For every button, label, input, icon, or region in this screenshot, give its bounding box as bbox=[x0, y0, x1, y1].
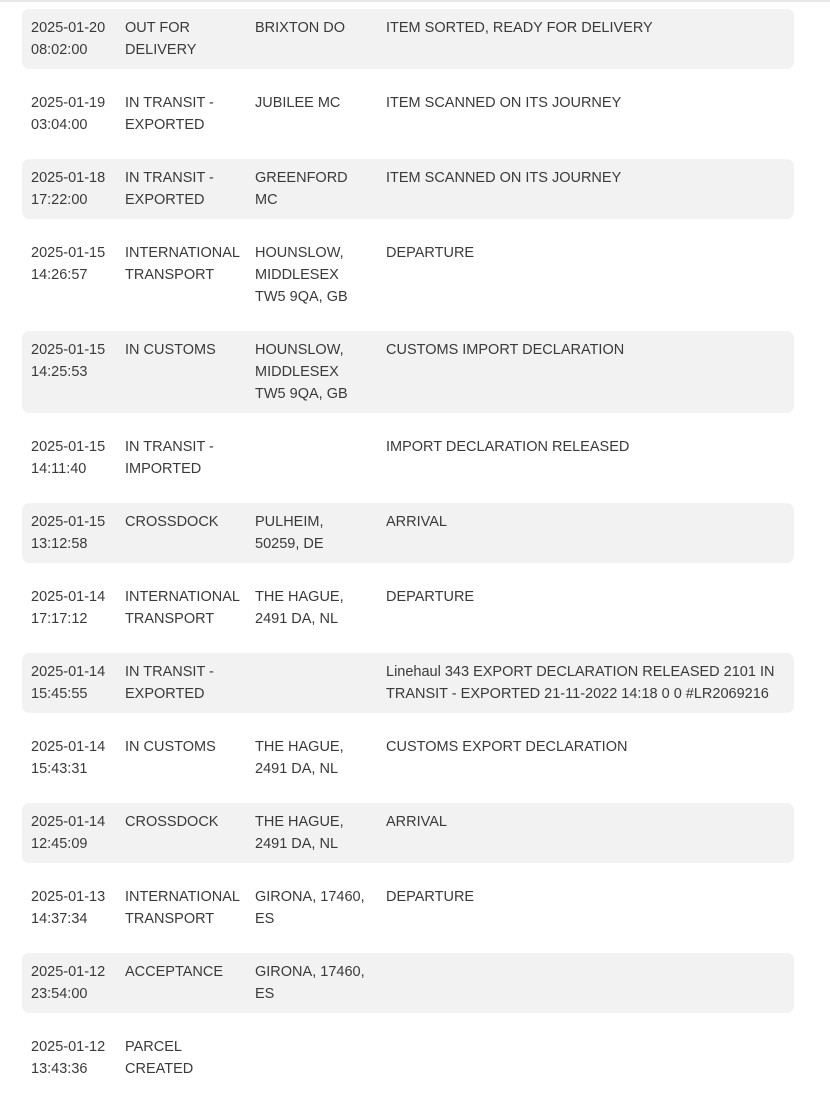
event-status: CROSSDOCK bbox=[125, 514, 219, 530]
tracking-event-row bbox=[22, 503, 794, 563]
event-datetime: 2025-01-19 03:04:00 bbox=[31, 95, 106, 133]
event-datetime: 2025-01-14 15:45:55 bbox=[31, 664, 106, 702]
tracking-event-row bbox=[22, 84, 794, 144]
event-status: ACCEPTANCE bbox=[125, 964, 224, 980]
event-description: DEPARTURE bbox=[386, 245, 475, 261]
event-location: THE HAGUE, 2491 DA, NL bbox=[255, 739, 344, 777]
event-location: HOUNSLOW, MIDDLESEX TW5 9QA, GB bbox=[255, 342, 348, 402]
event-description: Linehaul 343 EXPORT DECLARATION RELEASED 2101 IN TRANSIT - EXPORTED 21-11-2022 14:18 0 0 #LR2069216 bbox=[386, 664, 775, 702]
event-description: DEPARTURE bbox=[386, 889, 475, 905]
event-description: ARRIVAL bbox=[386, 814, 447, 830]
event-description: ITEM SCANNED ON ITS JOURNEY bbox=[386, 95, 622, 111]
event-description: DEPARTURE bbox=[386, 589, 475, 605]
event-datetime: 2025-01-13 14:37:34 bbox=[31, 889, 106, 927]
tracking-event-row bbox=[22, 653, 794, 713]
top-divider bbox=[0, 0, 830, 2]
tracking-event-row bbox=[22, 878, 794, 938]
event-description: ITEM SORTED, READY FOR DELIVERY bbox=[386, 20, 653, 36]
event-location: GIRONA, 17460, ES bbox=[255, 889, 365, 927]
tracking-event-row bbox=[22, 803, 794, 863]
event-datetime: 2025-01-20 08:02:00 bbox=[31, 20, 106, 58]
tracking-event-row bbox=[22, 331, 794, 413]
event-status: INTERNATIONAL TRANSPORT bbox=[125, 589, 240, 627]
event-datetime: 2025-01-14 17:17:12 bbox=[31, 589, 106, 627]
event-datetime: 2025-01-14 15:43:31 bbox=[31, 739, 106, 777]
event-status: INTERNATIONAL TRANSPORT bbox=[125, 245, 240, 283]
event-datetime: 2025-01-15 13:12:58 bbox=[31, 514, 106, 552]
event-location: PULHEIM, 50259, DE bbox=[255, 514, 324, 552]
tracking-event-row bbox=[22, 728, 794, 788]
tracking-event-row bbox=[22, 1028, 794, 1088]
event-datetime: 2025-01-14 12:45:09 bbox=[31, 814, 106, 852]
event-status: IN TRANSIT - EXPORTED bbox=[125, 664, 214, 702]
event-status: IN TRANSIT - EXPORTED bbox=[125, 170, 214, 208]
event-location: BRIXTON DO bbox=[255, 20, 345, 36]
event-status: IN TRANSIT - EXPORTED bbox=[125, 95, 214, 133]
event-location: THE HAGUE, 2491 DA, NL bbox=[255, 814, 344, 852]
tracking-event-row bbox=[22, 234, 794, 316]
event-datetime: 2025-01-15 14:25:53 bbox=[31, 342, 106, 380]
event-status: OUT FOR DELIVERY bbox=[125, 20, 197, 58]
event-location: GIRONA, 17460, ES bbox=[255, 964, 365, 1002]
event-datetime: 2025-01-12 13:43:36 bbox=[31, 1039, 106, 1077]
event-description: CUSTOMS EXPORT DECLARATION bbox=[386, 739, 628, 755]
event-location: JUBILEE MC bbox=[255, 95, 341, 111]
event-description: CUSTOMS IMPORT DECLARATION bbox=[386, 342, 625, 358]
event-status: CROSSDOCK bbox=[125, 814, 219, 830]
event-status: PARCEL CREATED bbox=[125, 1039, 194, 1077]
event-datetime: 2025-01-15 14:11:40 bbox=[31, 439, 106, 477]
event-status: INTERNATIONAL TRANSPORT bbox=[125, 889, 240, 927]
event-datetime: 2025-01-15 14:26:57 bbox=[31, 245, 106, 283]
event-status: IN CUSTOMS bbox=[125, 342, 216, 358]
event-description: ITEM SCANNED ON ITS JOURNEY bbox=[386, 170, 622, 186]
event-location: THE HAGUE, 2491 DA, NL bbox=[255, 589, 344, 627]
event-status: IN TRANSIT - IMPORTED bbox=[125, 439, 214, 477]
tracking-event-row bbox=[22, 428, 794, 488]
event-location: GREENFORD MC bbox=[255, 170, 348, 208]
tracking-event-row bbox=[22, 578, 794, 638]
tracking-event-row bbox=[22, 9, 794, 69]
tracking-event-row bbox=[22, 953, 794, 1013]
event-status: IN CUSTOMS bbox=[125, 739, 216, 755]
event-description: ARRIVAL bbox=[386, 514, 447, 530]
event-datetime: 2025-01-12 23:54:00 bbox=[31, 964, 106, 1002]
event-datetime: 2025-01-18 17:22:00 bbox=[31, 170, 106, 208]
tracking-events-table bbox=[22, 9, 794, 1103]
event-location: HOUNSLOW, MIDDLESEX TW5 9QA, GB bbox=[255, 245, 348, 305]
tracking-event-row bbox=[22, 159, 794, 219]
event-description: IMPORT DECLARATION RELEASED bbox=[386, 439, 630, 455]
